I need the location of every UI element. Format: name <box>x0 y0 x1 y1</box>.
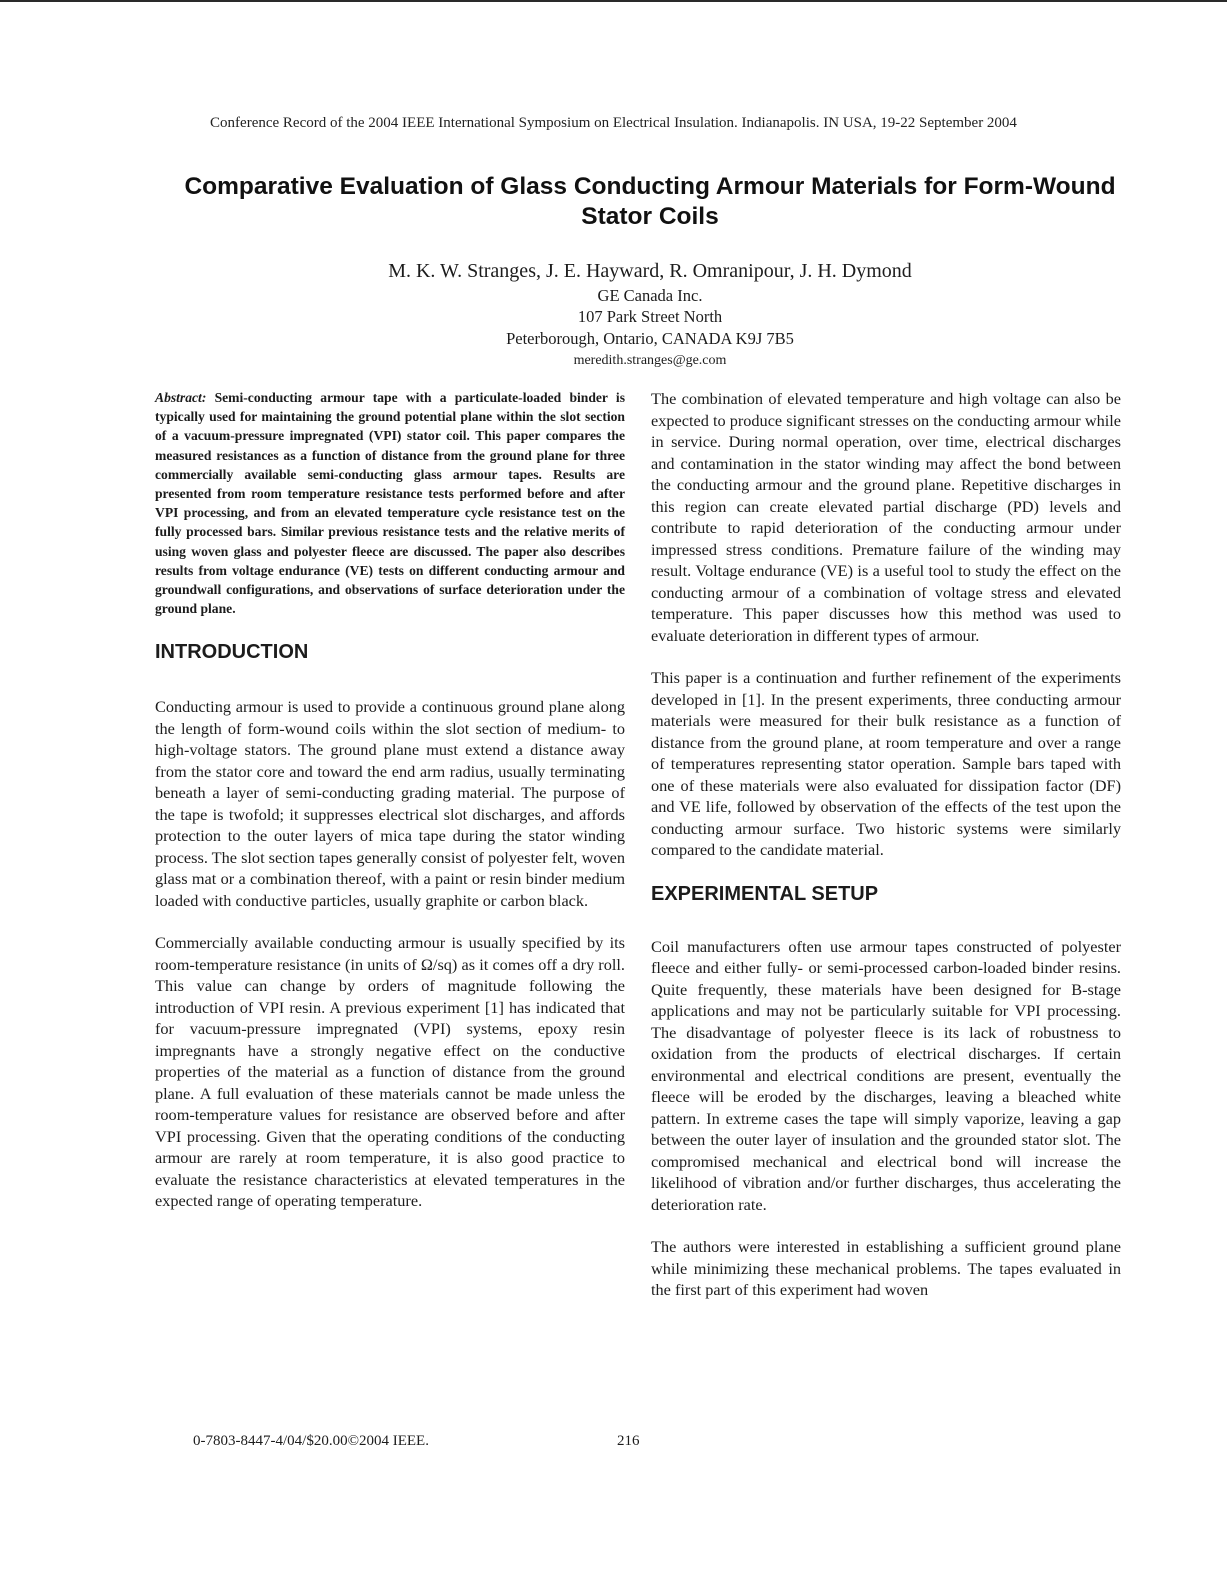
right-column <box>651 388 1121 1322</box>
body-paragraph: The combination of elevated temperature and high voltage can also be expected to produce significant stresses on the conducting armour while in service. During normal operation, over time, electrical discharges and contamination in the stator winding may affect the bond between the conducting armour and the ground plane. Repetitive discharges in this region can create elevated partial discharge (PD) levels and contribute to rapid deterioration of the conducting armour under impressed stress conditions. Premature failure of the winding may result. Voltage endurance (VE) is a useful tool to study the effect on the conducting armour of a combination of voltage stress and elevated temperature. This paper discusses how this method was used to evaluate deterioration in different types of armour. <box>651 389 1121 645</box>
abstract <box>155 388 625 618</box>
body-paragraph: Conducting armour is used to provide a continuous ground plane along the length of form-wound coils within the slot section of medium- to high-voltage stators. The ground plane must extend a distance away from the stator core and toward the end arm radius, usually terminating beneath a layer of semi-conducting grading material. The purpose of the tape is twofold; it suppresses electrical slot discharges, and affords protection to the outer layers of mica tape during the stator winding process. The slot section tapes generally consist of polyester felt, woven glass mat or a combination thereof, with a paint or resin binder medium loaded with conductive particles, usually graphite or carbon black. <box>155 697 625 910</box>
page-number: 216 <box>617 1433 640 1449</box>
abstract-label: Abstract: <box>155 390 207 405</box>
affiliation-company: GE Canada Inc. <box>597 286 703 305</box>
paper-title: Comparative Evaluation of Glass Conducting Armour Materials for Form-Wound Stator Coils <box>184 173 1116 230</box>
body-paragraph: Coil manufacturers often use armour tapes constructed of polyester fleece and either fully- or semi-processed carbon-loaded binder resins. Quite frequently, these materials have been designed for B-stage applications and may not be particularly suitable for VPI processing. The disadvantage of polyester fleece is its lack of robustness to oxidation from the products of electrical discharges. If certain environmental and electrical conditions are present, eventually the fleece will be eroded by the discharges, leaving a bleached white pattern. In extreme cases the tape will simply vaporize, leaving a gap between the outer layer of insulation and the grounded stator slot. The compromised mechanical and electrical bond will increase the likelihood of vibration and/or further discharges, thus accelerating the deterioration rate. <box>651 936 1121 1214</box>
top-rule <box>0 0 1227 2</box>
body-paragraph: Commercially available conducting armour is usually specified by its room-temperature resistance (in units of Ω/sq) as it comes off a dry roll. This value can change by orders of magnitude following the introduction of VPI resin. A previous experiment [1] has indicated that for vacuum-pressure impregnated (VPI) systems, epoxy resin impregnants have a strongly negative effect on the conductive properties of the material as a function of distance from the ground plane. A full evaluation of these materials cannot be made unless the room-temperature values for resistance are observed before and after VPI processing. Given that the operating conditions of the conducting armour are rarely at room temperature, it is also good practice to evaluate the resistance characteristics at elevated temperatures in the expected range of operating temperature. <box>155 933 625 1211</box>
section-heading-introduction: INTRODUCTION <box>155 641 309 664</box>
author-email: meredith.stranges@ge.com <box>573 353 727 368</box>
section-heading-experimental-setup: EXPERIMENTAL SETUP <box>651 882 879 905</box>
abstract-text: Semi-conducting armour tape with a particulate-loaded binder is typically used for maintaining the ground potential plane within the slot section of a vacuum-pressure impregnated (VPI) stator coil. This paper compares the measured resistances as a function of distance from the ground plane for three commercially available semi-conducting glass armour tapes. Results are presented from room temperature resistance tests performed before and after VPI processing, and from an elevated temperature cycle resistance test on the fully processed bars. Similar previous resistance tests and the relative merits of using woven glass and polyester fleece are discussed. The paper also describes results from voltage endurance (VE) tests on different conducting armour and groundwall configurations, and observations of surface deterioration under the ground plane. <box>155 390 625 617</box>
body-paragraph: The authors were interested in establishing a sufficient ground plane while minimizing these mechanical problems. The tapes evaluated in the first part of this experiment had woven <box>651 1237 1121 1299</box>
affiliation-street: 107 Park Street North <box>577 307 723 326</box>
author-list: M. K. W. Stranges, J. E. Hayward, R. Omranipour, J. H. Dymond <box>388 260 912 282</box>
left-column <box>155 388 625 1233</box>
body-paragraph: This paper is a continuation and further refinement of the experiments developed in [1]. In the present experiments, three conducting armour materials were measured for their bulk resistance as a function of distance from the ground plane, at room temperature and over a range of temperatures representing stator operation. Sample bars taped with one of these materials were also evaluated for dissipation factor (DF) and VE life, followed by observation of the effects of the test upon the conducting armour surface. Two historic systems were similarly compared to the candidate material. <box>651 668 1121 859</box>
affiliation-city: Peterborough, Ontario, CANADA K9J 7B5 <box>506 329 794 348</box>
copyright-footer: 0-7803-8447-4/04/$20.00©2004 IEEE. <box>193 1433 429 1449</box>
conference-header: Conference Record of the 2004 IEEE International Symposium on Electrical Insulation. Indianapolis. IN USA, 19-22 September 2004 <box>210 115 1017 131</box>
